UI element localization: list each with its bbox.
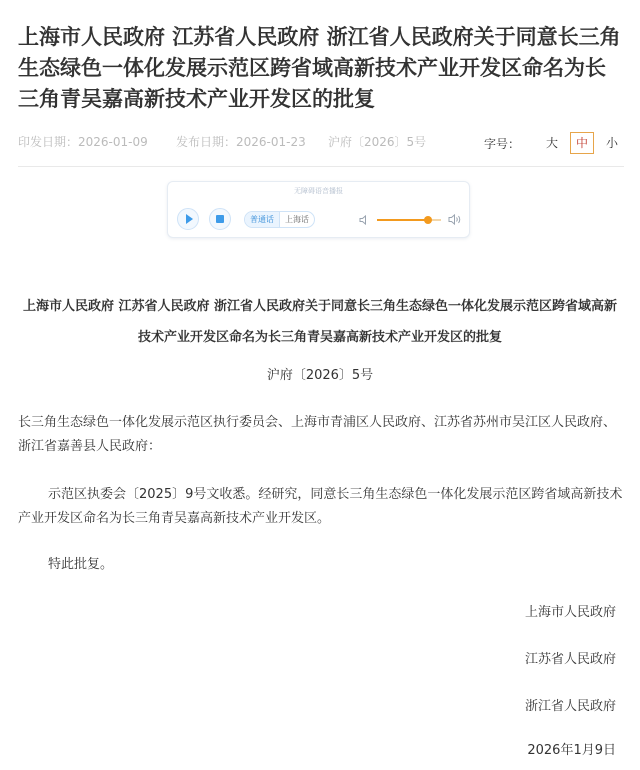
lang-mandarin-button[interactable]: 普通话 xyxy=(245,212,279,227)
document-approval: 特此批复。 xyxy=(48,557,114,572)
lang-shanghai-button[interactable]: 上海话 xyxy=(285,215,309,224)
document-addressees: 长三角生态绿色一体化发展示范区执行委员会、上海市青浦区人民政府、江苏省苏州市吴江区人民政府、浙江省嘉善县人民政府： xyxy=(18,415,617,454)
stop-button[interactable] xyxy=(209,208,231,230)
document-heading: 上海市人民政府 江苏省人民政府 浙江省人民政府关于同意长三角生态绿色一体化发展示范区跨省域高新技术产业开发区命名为长三角青吴嘉高新技术产业开发区的批复 xyxy=(22,299,618,345)
player-title: 无障碍语音播报 xyxy=(294,187,343,195)
font-size-large-button[interactable]: 大 xyxy=(545,136,558,150)
signer-shanghai: 上海市人民政府 xyxy=(524,605,616,620)
document-number-meta: 沪府〔2026〕5号 xyxy=(328,135,427,149)
volume-fill xyxy=(377,219,428,221)
document-body: 示范区执委会〔2025〕9号文收悉。经研究，同意长三角生态绿色一体化发展示范区跨省域高新技术产业开发区命名为长三角青吴嘉高新技术产业开发区。 xyxy=(18,487,623,526)
published-date: 发布日期：2026-01-23 xyxy=(176,135,306,149)
font-size-control xyxy=(484,131,624,155)
language-toggle xyxy=(244,211,315,228)
document-meta xyxy=(18,133,624,157)
font-size-medium-button[interactable]: 中 xyxy=(570,132,594,154)
page-title: 上海市人民政府 江苏省人民政府 浙江省人民政府关于同意长三角生态绿色一体化发展示范区跨省域高新技术产业开发区命名为长三角青吴嘉高新技术产业开发区的批复 xyxy=(18,25,621,111)
stop-icon xyxy=(216,215,224,223)
volume-high-icon[interactable] xyxy=(448,213,462,226)
voice-player xyxy=(167,181,470,238)
signer-jiangsu: 江苏省人民政府 xyxy=(524,652,616,667)
font-size-small-button[interactable]: 小 xyxy=(605,136,618,150)
signer-zhejiang: 浙江省人民政府 xyxy=(524,699,616,714)
signing-date: 2026年1月9日 xyxy=(527,743,616,758)
volume-low-icon[interactable] xyxy=(359,214,370,226)
play-button[interactable] xyxy=(177,208,199,230)
play-icon xyxy=(186,214,193,224)
volume-knob[interactable] xyxy=(424,216,432,224)
document-number: 沪府〔2026〕5号 xyxy=(266,368,374,383)
volume-slider[interactable] xyxy=(377,219,441,221)
printed-date: 印发日期：2026-01-09 xyxy=(18,135,148,149)
font-size-label: 字号： xyxy=(483,136,520,151)
header-divider xyxy=(18,166,624,167)
